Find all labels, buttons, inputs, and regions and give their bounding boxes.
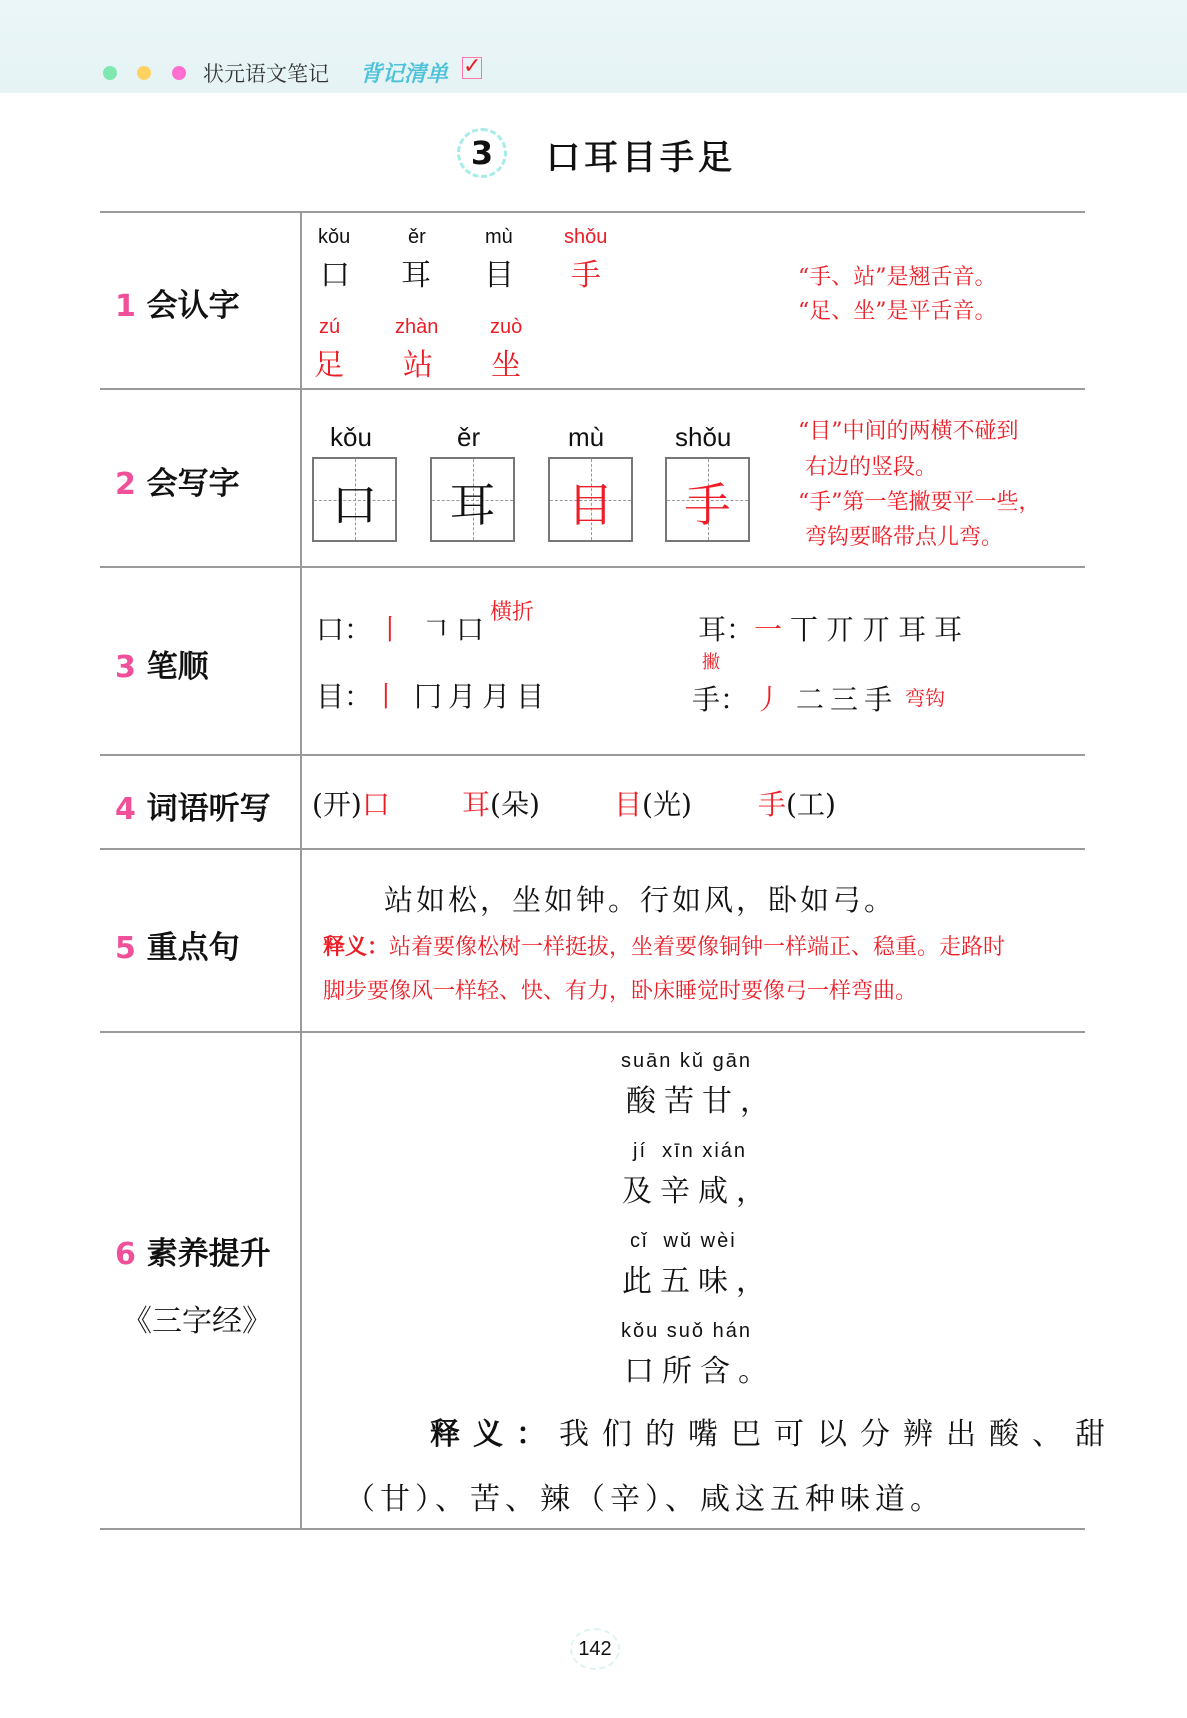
divider — [100, 566, 1085, 568]
pinyin: zuò — [490, 316, 523, 338]
divider — [100, 388, 1085, 390]
explanation: 脚步要像风一样轻、快、有力，卧床睡觉时要像弓一样弯曲。 — [323, 979, 918, 1004]
page-number: 142 — [570, 1628, 620, 1670]
poem-line: 此五味， — [622, 1264, 774, 1299]
stroke-order-shou: 手： 丿 二 三 手 — [692, 683, 893, 716]
pinyin: zhàn — [395, 316, 439, 338]
character: 坐 — [491, 348, 521, 383]
dictation-word: 手(工) — [758, 788, 836, 821]
pinyin: kǒu — [318, 226, 351, 248]
writing-grid: 手 — [665, 457, 750, 542]
checkmark-icon: ✓ — [463, 54, 482, 79]
row-label-write: 2 会写字 — [115, 466, 240, 502]
page-title: 口耳目手足 — [546, 138, 736, 178]
divider — [100, 211, 1085, 213]
divider — [100, 1528, 1085, 1530]
annotation-hengzhe: 横折 — [490, 600, 535, 625]
annotation-wangou: 弯钩 — [905, 686, 945, 710]
character: 耳 — [401, 258, 431, 293]
stroke-order-er: 耳：一 丅 丌 丌 耳 耳 — [698, 613, 963, 646]
lesson-number: 3 — [457, 128, 507, 178]
writing-grid: 耳 — [430, 457, 515, 542]
poem-explanation: （甘）、苦、辣（辛）、咸这五种味道。 — [345, 1482, 945, 1517]
divider — [100, 1031, 1085, 1033]
pinyin: shǒu — [564, 226, 608, 248]
source-title: 《三字经》 — [122, 1304, 272, 1339]
annotation-pie: 撇 — [702, 652, 720, 673]
pinyin: mù — [485, 226, 513, 248]
note: “目”中间的两横不碰到 — [798, 419, 1019, 444]
poem-pinyin: suān kǔ gān — [621, 1050, 752, 1072]
explanation: 释义：站着要像松树一样挺拔，坐着要像铜钟一样端正、稳重。走路时 — [323, 934, 1006, 960]
row-label-key-sentence: 5 重点句 — [115, 930, 240, 966]
poem-pinyin: jí xīn xián — [633, 1140, 748, 1162]
pink-dot-icon — [172, 66, 186, 80]
divider — [100, 754, 1085, 756]
poem-pinyin: cǐ wǔ wèi — [630, 1230, 737, 1252]
poem-explanation: 释义：我们的嘴巴可以分辨出酸、甜 — [430, 1417, 1118, 1452]
section-tag: 背记清单 — [360, 62, 449, 87]
note: 右边的竖段。 — [805, 455, 938, 480]
pinyin: kǒu — [330, 422, 372, 452]
key-sentence: 站如松，坐如钟。行如风，卧如弓。 — [384, 883, 897, 917]
pinyin: shǒu — [675, 422, 732, 452]
column-divider — [300, 212, 302, 1530]
character: 手 — [571, 258, 601, 293]
divider — [100, 848, 1085, 850]
poem-line: 口所含。 — [624, 1354, 776, 1389]
dictation-word: 目(光) — [614, 788, 692, 821]
pinyin: zú — [319, 316, 341, 338]
row-label-recognize: 1 会认字 — [115, 288, 240, 324]
poem-pinyin: kǒu suǒ hán — [621, 1320, 752, 1342]
poem-line: 酸苦甘， — [626, 1084, 778, 1119]
note: “足、坐”是平舌音。 — [798, 299, 997, 324]
poem-line: 及辛咸， — [622, 1174, 774, 1209]
row-label-dictation: 4 词语听写 — [115, 791, 271, 827]
writing-grid: 目 — [548, 457, 633, 542]
yellow-dot-icon — [137, 66, 151, 80]
note: 弯钩要略带点儿弯。 — [805, 525, 1004, 550]
note: “手、站”是翘舌音。 — [798, 265, 997, 290]
pinyin: ěr — [408, 226, 426, 248]
dictation-word: 耳(朵) — [462, 788, 540, 821]
dictation-word: (开)口 — [312, 788, 390, 821]
stroke-order-mu: 目：丨 冂 月 月 目 — [316, 680, 545, 713]
writing-grid: 口 — [312, 457, 397, 542]
pinyin: mù — [568, 422, 605, 452]
character: 站 — [403, 348, 433, 383]
character: 足 — [314, 348, 344, 383]
character: 目 — [484, 258, 514, 293]
pinyin: ěr — [457, 422, 481, 452]
character: 口 — [320, 258, 350, 293]
row-label-literacy: 6 素养提升 — [115, 1236, 271, 1272]
row-label-stroke-order: 3 笔顺 — [115, 649, 209, 685]
green-dot-icon — [103, 66, 117, 80]
note: “手”第一笔撇要平一些， — [798, 490, 1041, 515]
stroke-order-kou: 口： 丨 𠃍 口 — [316, 613, 485, 646]
brand-title: 状元语文笔记 — [203, 62, 329, 86]
